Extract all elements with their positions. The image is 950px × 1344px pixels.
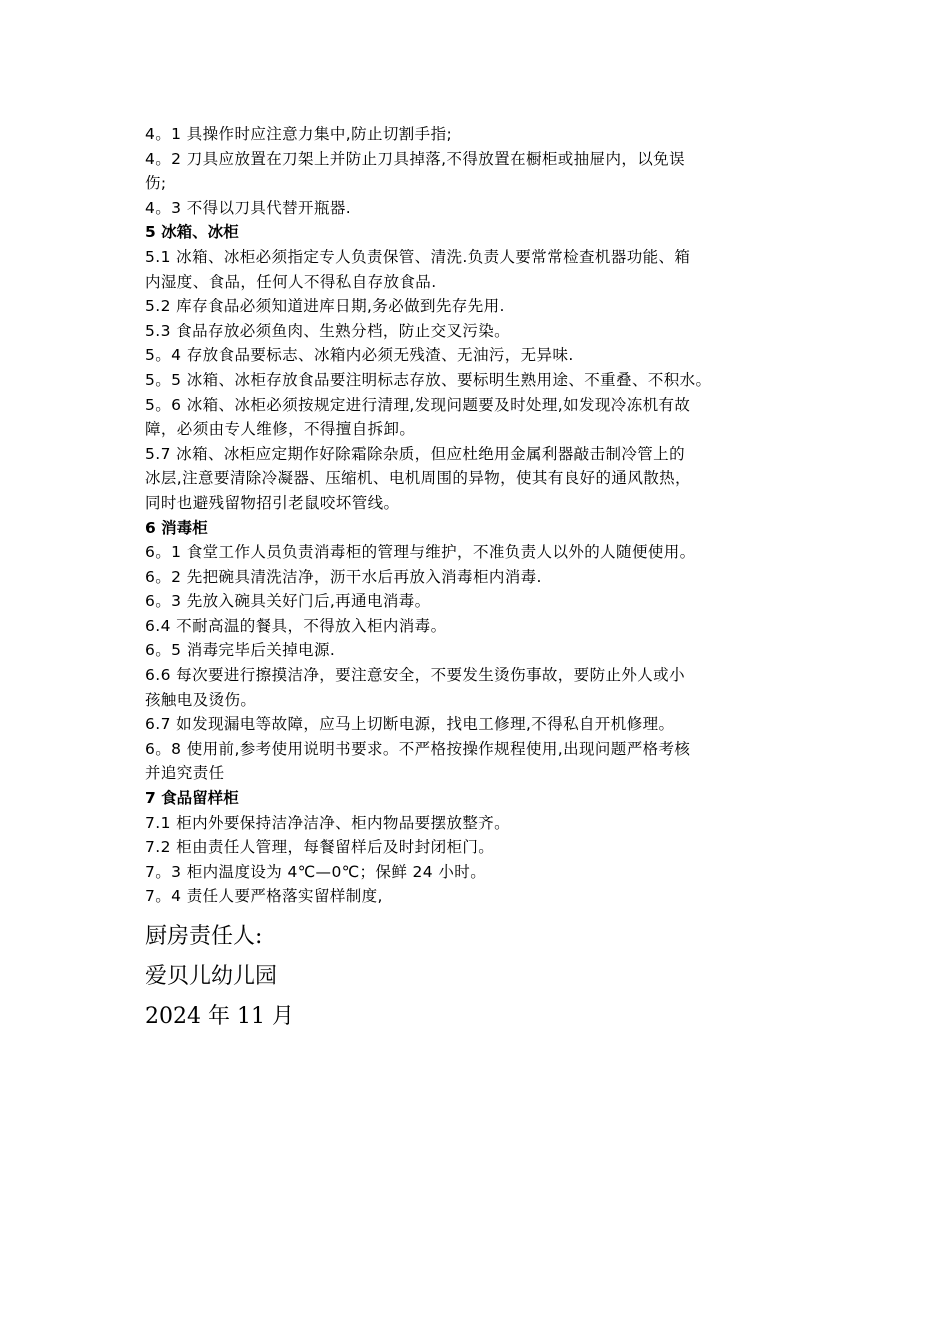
clause-line: 6。1 食堂工作人员负责消毒柜的管理与维护，不准负责人以外的人随便使用。 bbox=[145, 543, 696, 562]
clause-5-7 bbox=[145, 442, 820, 516]
clause-line: 6。8 使用前,参考使用说明书要求。不严格按操作规程使用,出现问题严格考核 bbox=[145, 739, 691, 758]
signature-block bbox=[145, 917, 820, 1037]
clause-4-3 bbox=[145, 196, 820, 221]
clause-line: 4。2 刀具应放置在刀架上并防止刀具掉落,不得放置在橱柜或抽屉内，以免误 bbox=[145, 149, 685, 168]
section-5 bbox=[145, 220, 820, 515]
clause-5-1 bbox=[145, 245, 820, 294]
clause-line: 6。3 先放入碗具关好门后,再通电消毒。 bbox=[145, 592, 431, 611]
clause-6-7 bbox=[145, 712, 820, 737]
clause-line: 5.3 食品存放必须鱼肉、生熟分档，防止交叉污染。 bbox=[145, 321, 511, 340]
clause-line: 6。2 先把碗具清洗洁净，沥干水后再放入消毒柜内消毒. bbox=[145, 567, 542, 586]
clause-4-2 bbox=[145, 147, 820, 196]
clause-4-1 bbox=[145, 122, 820, 147]
section-4 bbox=[145, 122, 820, 220]
clause-7-1 bbox=[145, 811, 820, 836]
section-7 bbox=[145, 786, 820, 909]
section-6 bbox=[145, 516, 820, 787]
clause-5-5 bbox=[145, 368, 820, 393]
clause-line: 7。4 责任人要严格落实留样制度, bbox=[145, 887, 383, 906]
clause-line: 4。1 具操作时应注意力集中,防止切割手指; bbox=[145, 125, 453, 143]
clause-line: 4。3 不得以刀具代替开瓶器. bbox=[145, 198, 352, 217]
clause-6-1 bbox=[145, 540, 820, 565]
document-date: 2024 年 11 月 bbox=[145, 1004, 294, 1029]
clause-5-2 bbox=[145, 294, 820, 319]
clause-line: 5。6 冰箱、冰柜必须按规定进行清理,发现问题要及时处理,如发现冷冻机有故 bbox=[145, 395, 691, 414]
clause-line: 7。3 柜内温度设为 4℃—0℃；保鲜 24 小时。 bbox=[145, 862, 487, 881]
clause-5-6 bbox=[145, 393, 820, 442]
clause-6-5 bbox=[145, 638, 820, 663]
clause-6-2 bbox=[145, 565, 820, 590]
clause-6-8 bbox=[145, 737, 820, 786]
clause-line: 伤; bbox=[145, 174, 167, 193]
section-6-heading: 6 消毒柜 bbox=[145, 518, 208, 537]
clause-5-4 bbox=[145, 343, 820, 368]
clause-6-3 bbox=[145, 589, 820, 614]
clause-line: 5。4 存放食品要标志、冰箱内必须无残渣、无油污，无异味. bbox=[145, 346, 574, 365]
clause-7-4 bbox=[145, 884, 820, 909]
clause-7-3 bbox=[145, 860, 820, 885]
clause-line: 5.1 冰箱、冰柜必须指定专人负责保管、清洗.负责人要常常检查机器功能、箱 bbox=[145, 247, 691, 266]
clause-line: 6。5 消毒完毕后关掉电源. bbox=[145, 641, 336, 660]
clause-line: 6.4 不耐高温的餐具，不得放入柜内消毒。 bbox=[145, 616, 447, 635]
clause-line: 6.7 如发现漏电等故障，应马上切断电源，找电工修理,不得私自开机修理。 bbox=[145, 715, 675, 734]
clause-line: 7.2 柜由责任人管理，每餐留样后及时封闭柜门。 bbox=[145, 838, 495, 857]
clause-7-2 bbox=[145, 835, 820, 860]
clause-line: 5.7 冰箱、冰柜应定期作好除霜除杂质，但应杜绝用金属利器敲击制冷管上的 bbox=[145, 444, 685, 463]
organization-name: 爱贝儿幼儿园 bbox=[145, 964, 278, 989]
clause-line: 6.6 每次要进行擦摸洁净，要注意安全，不要发生烫伤事故，要防止外人或小 bbox=[145, 666, 685, 685]
document-page bbox=[145, 122, 820, 1037]
clause-6-6 bbox=[145, 663, 820, 712]
clause-line: 7.1 柜内外要保持洁净洁净、柜内物品要摆放整齐。 bbox=[145, 813, 511, 832]
clause-line: 冰层,注意要清除冷凝器、压缩机、电机周围的异物，使其有良好的通风散热， bbox=[145, 469, 691, 488]
clause-line: 障，必须由专人维修，不得擅自拆卸。 bbox=[145, 420, 416, 439]
section-5-heading: 5 冰箱、冰柜 bbox=[145, 223, 239, 242]
section-7-heading: 7 食品留样柜 bbox=[145, 789, 239, 808]
clause-6-4 bbox=[145, 614, 820, 639]
clause-line: 并追究责任 bbox=[145, 764, 225, 783]
clause-line: 同时也避残留物招引老鼠咬坏管线。 bbox=[145, 493, 400, 512]
kitchen-responsible-person: 厨房责任人: bbox=[145, 924, 263, 949]
clause-line: 5.2 库存食品必须知道进库日期,务必做到先存先用. bbox=[145, 297, 505, 316]
clause-line: 5。5 冰箱、冰柜存放食品要注明标志存放、要标明生熟用途、不重叠、不积水。 bbox=[145, 370, 712, 389]
clause-line: 内湿度、食品，任何人不得私自存放食品. bbox=[145, 272, 437, 291]
clause-line: 孩触电及烫伤。 bbox=[145, 690, 257, 709]
clause-5-3 bbox=[145, 319, 820, 344]
